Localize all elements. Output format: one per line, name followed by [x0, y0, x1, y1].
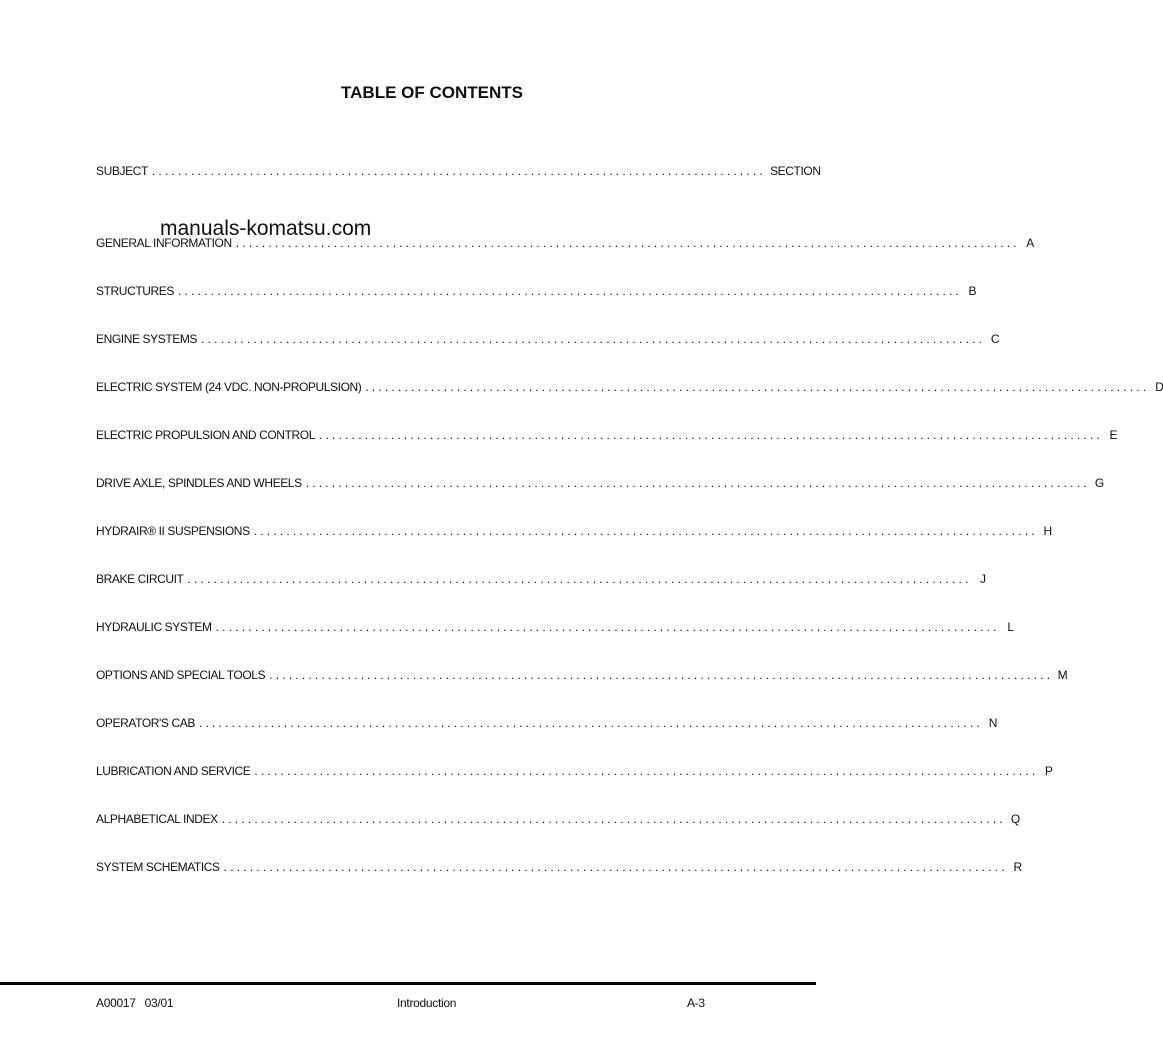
dot-leader: ........................................................................................................................ — [215, 620, 1000, 634]
watermark: manuals-komatsu.com — [160, 217, 372, 240]
toc-entry[interactable] — [96, 332, 1000, 346]
toc-header — [96, 164, 821, 178]
dot-leader: ........................................................................................................................ — [254, 764, 1039, 778]
page-title: TABLE OF CONTENTS — [341, 83, 523, 102]
toc-entry-label: BRAKE CIRCUIT — [96, 572, 184, 586]
footer-doc-code: A00017 03/01 — [96, 996, 174, 1010]
toc-entry-label: ALPHABETICAL INDEX — [96, 812, 218, 826]
toc-entry-section: P — [1044, 764, 1053, 778]
toc-entry-label: LUBRICATION AND SERVICE — [96, 764, 251, 778]
toc-entry-label: OPERATOR'S CAB — [96, 716, 195, 730]
dot-leader: ........................................................................................................................ — [365, 380, 1150, 394]
footer-page-number: A-3 — [687, 996, 705, 1010]
toc-entry-section: C — [990, 332, 1000, 346]
dot-leader: ........................................................................................................................ — [235, 236, 1020, 250]
toc-entry-section: L — [1007, 620, 1014, 634]
section-heading: SECTION — [770, 164, 821, 178]
toc-entry[interactable] — [96, 668, 1068, 682]
toc-entry-section: N — [988, 716, 998, 730]
dot-leader: ........................................................................................................................ — [269, 668, 1054, 682]
toc-entry-label: HYDRAIR® II SUSPENSIONS — [96, 524, 250, 538]
toc-entry-section: Q — [1010, 812, 1020, 826]
toc-entry[interactable] — [96, 620, 1014, 634]
footer-rule — [0, 982, 816, 985]
toc-entry[interactable] — [96, 812, 1020, 826]
toc-entry-label: SYSTEM SCHEMATICS — [96, 860, 220, 874]
toc-entry[interactable] — [96, 428, 1118, 442]
toc-entry-section: E — [1109, 428, 1118, 442]
toc-entry-label: HYDRAULIC SYSTEM — [96, 620, 212, 634]
toc-entry-section: G — [1094, 476, 1104, 490]
toc-entry[interactable] — [96, 380, 1163, 394]
toc-entry[interactable] — [96, 716, 998, 730]
dot-leader: ........................................................................................................................ — [178, 284, 963, 298]
toc-entry-section: R — [1013, 860, 1022, 874]
toc-entry-section: A — [1026, 236, 1034, 250]
dot-leader: ........................................................................................................................ — [305, 476, 1090, 490]
toc-entry-section: J — [979, 572, 986, 586]
footer-chapter: Introduction — [397, 996, 457, 1010]
toc-entry-section: B — [968, 284, 977, 298]
toc-entry-section: M — [1057, 668, 1068, 682]
dot-leader: ........................................................................................................................ — [198, 716, 984, 730]
dot-leader: ........................................................................................................................ — [223, 860, 1008, 874]
dot-leader: .............................................................................................. — [151, 164, 767, 178]
toc-entry-label: DRIVE AXLE, SPINDLES AND WHEELS — [96, 476, 302, 490]
toc-entry-label: OPTIONS AND SPECIAL TOOLS — [96, 668, 266, 682]
toc-entry[interactable] — [96, 764, 1053, 778]
toc-entry-label: STRUCTURES — [96, 284, 175, 298]
toc-entry-section: H — [1043, 524, 1052, 538]
toc-entry[interactable] — [96, 476, 1104, 490]
toc-entry-label: ELECTRIC PROPULSION AND CONTROL — [96, 428, 315, 442]
toc-entry[interactable] — [96, 524, 1052, 538]
subject-heading: SUBJECT — [96, 164, 148, 178]
toc-entry-label: GENERAL INFORMATION — [96, 236, 232, 250]
toc-entry-label: ENGINE SYSTEMS — [96, 332, 198, 346]
dot-leader: ........................................................................................................................ — [221, 812, 1006, 826]
dot-leader: ........................................................................................................................ — [187, 572, 972, 586]
dot-leader: ........................................................................................................................ — [253, 524, 1038, 538]
toc-entry[interactable] — [96, 860, 1022, 874]
toc-entry-label: ELECTRIC SYSTEM (24 VDC. NON-PROPULSION) — [96, 380, 362, 394]
dot-leader: ........................................................................................................................ — [201, 332, 986, 346]
dot-leader: ........................................................................................................................ — [318, 428, 1104, 442]
toc-entry-section: D — [1155, 380, 1163, 394]
toc-entry[interactable] — [96, 284, 977, 298]
toc-entry[interactable] — [96, 572, 986, 586]
